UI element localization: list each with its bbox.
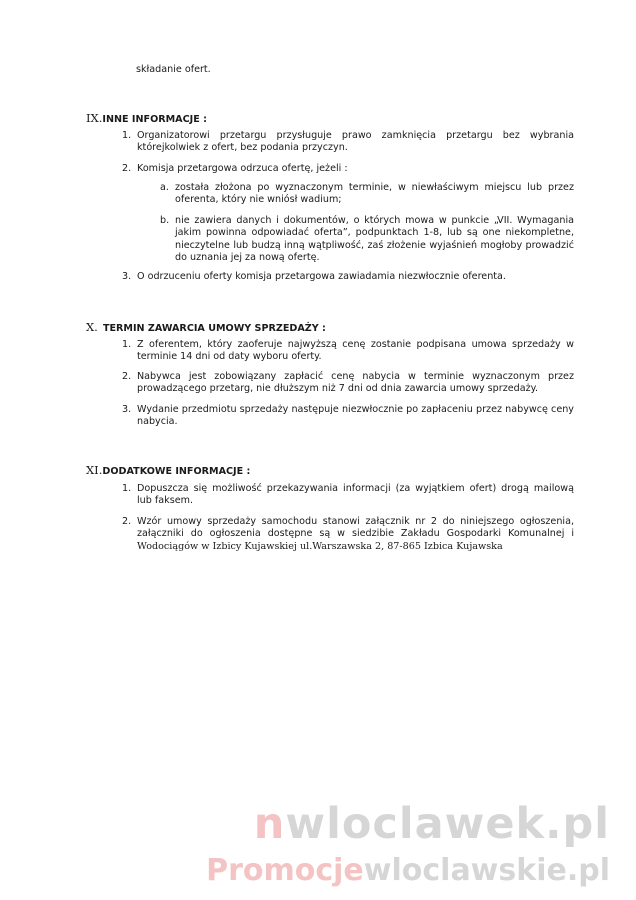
section-x-item-3: 3. Wydanie przedmiotu sprzedaży następuje niezwłocznie po zapłaceniu przez nabywcę ceny nabycia. [122,404,574,428]
section-ix-subitem-b: b. nie zawiera danych i dokumentów, o których mowa w punkcie „VII. Wymagania jakim powinna odpowiadać oferta”, podpunktach 1-8, lub są one niekompletne, nieczytelne lub budzą inną wątpliwość, zaś złożenie wyjaśnień mogłoby prowadzić do uznania jej za nową ofertę. [160,215,574,264]
section-x-item-1: 1. Z oferentem, który zaoferuje najwyższą cenę zostanie podpisana umowa sprzedaży w terminie 14 dni od daty wyboru oferty. [122,339,574,363]
section-x-title: TERMIN ZAWARCIA UMOWY SPRZEDAŻY : [102,323,326,334]
section-xi-number: XI. [86,463,103,477]
section-ix-number: IX. [86,111,103,125]
section-x-number: X. [86,320,98,334]
section-xi-heading [86,459,250,478]
section-ix-item-2: 2. Komisja przetargowa odrzuca ofertę, jeżeli : [122,163,348,174]
section-ix-item-1: 1. Organizatorowi przetargu przysługuje prawo zamknięcia przetargu bez wybrania którejkolwiek z ofert, bez podania przyczyn. [122,130,574,154]
section-xi-item-1: 1. Dopuszcza się możliwość przekazywania informacji (za wyjątkiem ofert) drogą mailową lub faksem. [122,483,574,507]
section-ix-subitem-a: a. została złożona po wyznaczonym terminie, w niewłaściwym miejscu lub przez oferenta, który nie wniósł wadium; [160,182,574,206]
watermark-promocje-logo: Promocjewloclawskie.pl [206,853,610,888]
section-ix-heading [86,107,207,126]
section-x-heading [86,316,326,335]
section-ix-item-3: 3. O odrzuceniu oferty komisja przetargowa zawiadamia niezwłocznie oferenta. [122,271,506,282]
watermark-nwloclawek-logo: nwloclawek.pl [253,799,610,849]
section-xi-title: DODATKOWE INFORMACJE : [102,466,251,477]
section-ix-title: INNE INFORMACJE : [102,114,207,125]
section-xi-item-2: 2. Wzór umowy sprzedaży samochodu stanowi załącznik nr 2 do niniejszego ogłoszenia, załączniki do ogłoszenia dostępne są w siedzibie Zakładu Gospodarki Komunalnej i Wodociągów w Izbicy Kujawskiej ul.Warszawska 2, 87-865 Izbica Kujawska [122,516,574,552]
section-x-item-2: 2. Nabywca jest zobowiązany zapłacić cenę nabycia w terminie wyznaczonym przez prowadzącego przetarg, nie dłuższym niż 7 dni od dnia zawarcia umowy sprzedaży. [122,371,574,395]
intro-text: składanie ofert. [136,64,211,75]
